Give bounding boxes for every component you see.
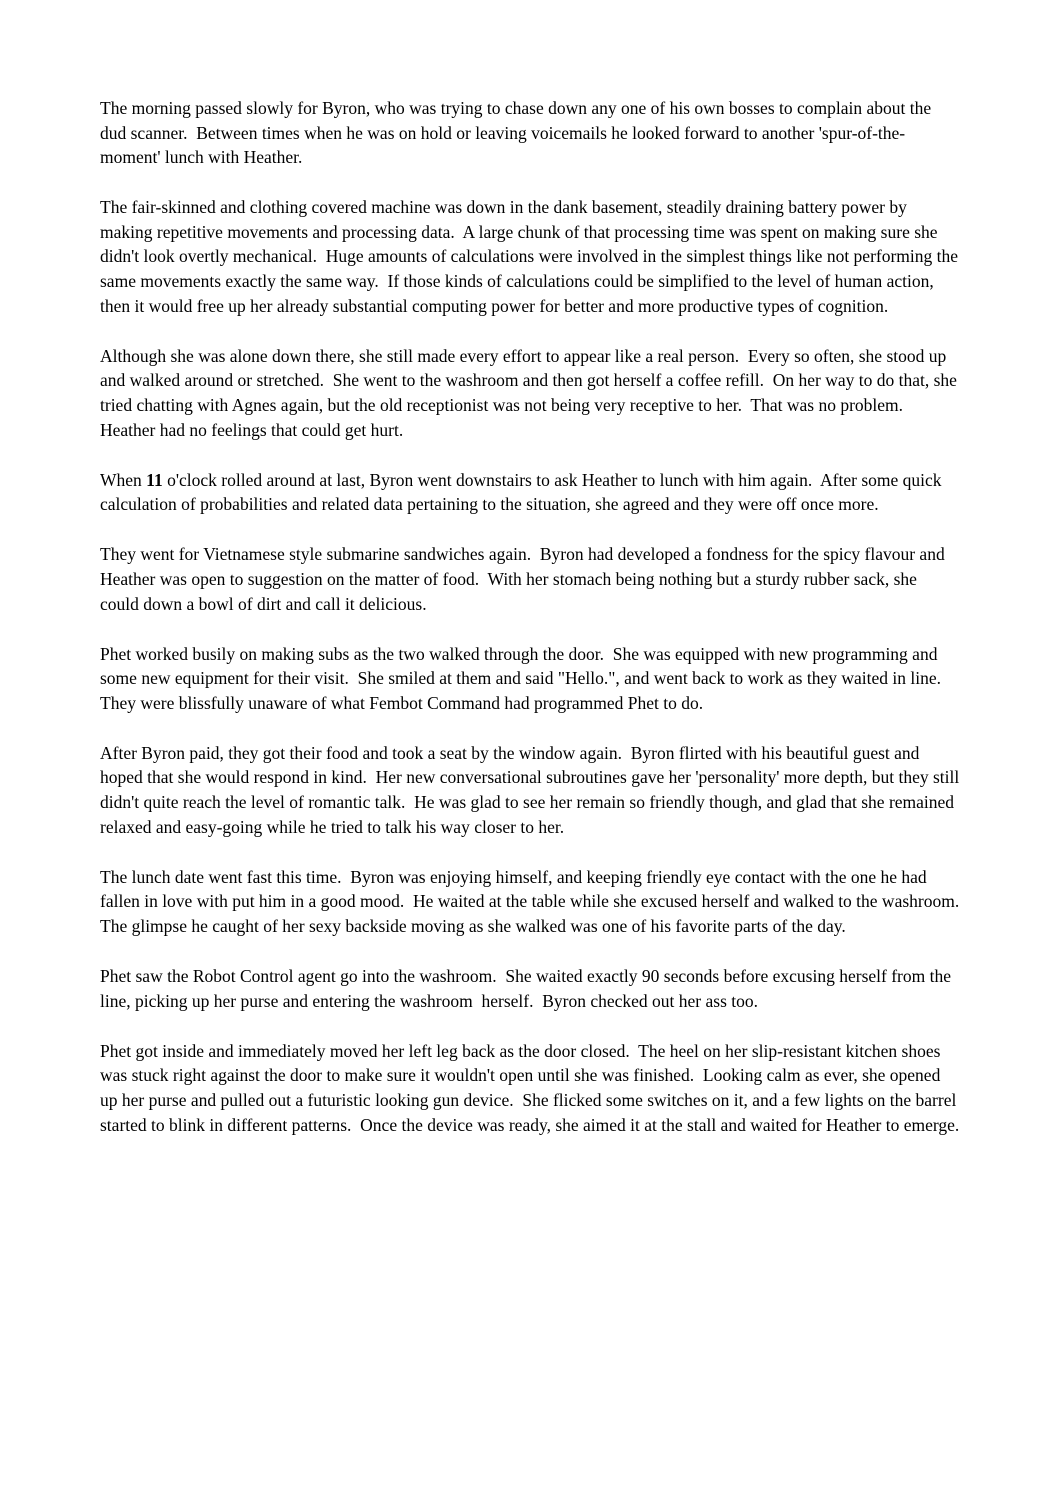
text-run: Phet got inside and immediately moved her left leg back as the door closed. The heel on her slip-resistant kitchen shoes was stuck right against the door to make sure it wouldn't open until she was finished. Looking calm as ever, she opened up her purse and pulled out a futuristic looking gun device. She flicked some switches on it, and a few lights on the barrel started to blink in different patterns. Once the device was ready, she aimed it at the stall and waited for Heather to emerge. xyxy=(100,1040,961,1135)
paragraph xyxy=(100,964,960,1013)
text-run: Although she was alone down there, she still made every effort to appear like a real person. Every so often, she stood up and walked around or stretched. She went to the washroom and then got herself a coffee refill. On her way to do that, she tried chatting with Agnes again, but the old receptionist was not being very receptive to her. That was no problem. Heather had no feelings that could get hurt. xyxy=(100,345,962,440)
text-run: When xyxy=(100,469,147,490)
text-run: The fair-skinned and clothing covered machine was down in the dank basement, steadily draining battery power by making repetitive movements and processing data. A large chunk of that processing time was spent on making sure she didn't look overtly mechanical. Huge amounts of calculations were involved in the simplest things like not performing the same movements exactly the same way. If those kinds of calculations could be simplified to the level of human action, then it would free up her already substantial computing power for better and more productive types of cognition. xyxy=(100,197,963,316)
text-run: The lunch date went fast this time. Byron was enjoying himself, and keeping friendly eye contact with the one he had fallen in love with put him in a good mood. He waited at the table while she excused herself and walked to the washroom. The glimpse he caught of her sexy backside moving as she walked was one of his favorite parts of the day. xyxy=(100,866,968,936)
paragraph xyxy=(100,96,960,170)
paragraph xyxy=(100,468,960,517)
text-run: Phet saw the Robot Control agent go into the washroom. She waited exactly 90 seconds before excusing herself from the line, picking up her purse and entering the washroom herself. Byron checked out her ass too. xyxy=(100,966,956,1011)
paragraph xyxy=(100,865,968,939)
text-run: After Byron paid, they got their food and took a seat by the window again. Byron flirted with his beautiful guest and hoped that she would respond in kind. Her new conversational subroutines gave her 'personality' more depth, but they still didn't quite reach the level of romantic talk. He was glad to see her remain so friendly though, and glad that she remained relaxed and easy-going while he tried to talk his way closer to her. xyxy=(100,742,964,837)
paragraph xyxy=(100,741,964,839)
paragraph xyxy=(100,642,960,716)
text-run: The morning passed slowly for Byron, who was trying to chase down any one of his own bosses to complain about the dud scanner. Between times when he was on hold or leaving voicemails he looked forward to another 'spur-of-the-moment' lunch with Heather. xyxy=(100,98,936,168)
paragraph xyxy=(100,195,963,318)
paragraph xyxy=(100,344,960,442)
paragraph xyxy=(100,1039,960,1137)
text-run: Phet worked busily on making subs as the two walked through the door. She was equipped with new programming and some new equipment for their visit. She smiled at them and said "Hello.", and went back to work as they waited in line. They were blissfully unaware of what Fembot Command had programmed Phet to do. xyxy=(100,643,950,713)
text-run: They went for Vietnamese style submarine sandwiches again. Byron had developed a fondness for the spicy flavour and Heather was open to suggestion on the matter of food. With her stomach being nothing but a sturdy rubber sack, she could down a bowl of dirt and call it delicious. xyxy=(100,544,950,614)
bold-text-run: 11 xyxy=(146,469,163,490)
document-body xyxy=(100,96,968,1137)
paragraph xyxy=(100,542,960,616)
text-run: o'clock rolled around at last, Byron went downstairs to ask Heather to lunch with him again. After some quick calculation of probabilities and related data pertaining to the situation, she agreed and they were off once more. xyxy=(100,469,946,515)
